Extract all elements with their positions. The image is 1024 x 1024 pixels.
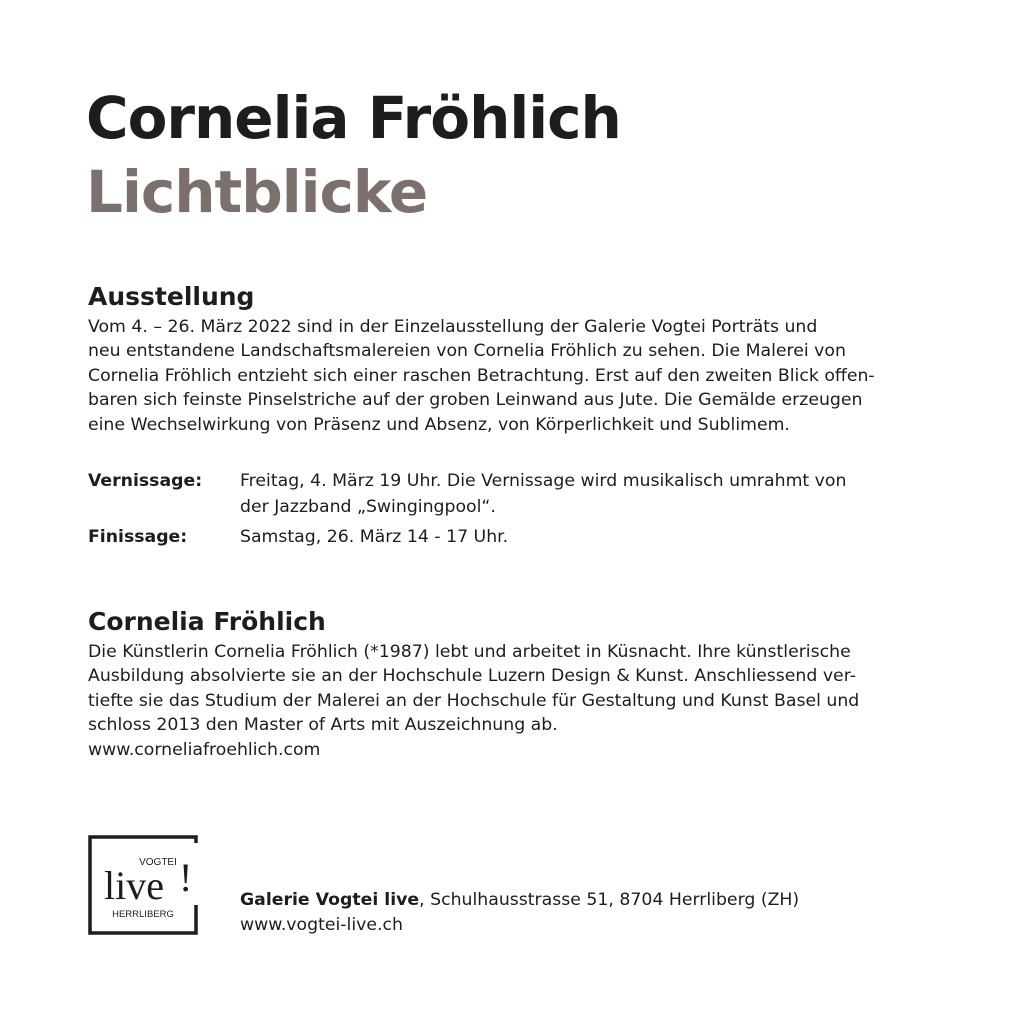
gallery-logo xyxy=(88,835,198,935)
exhibition-line: Cornelia Fröhlich entzieht sich einer raschen Betrachtung. Erst auf den zweiten Blick offen- xyxy=(88,365,875,386)
vernissage-text-cont: der Jazzband „Swingingpool“. xyxy=(240,497,496,517)
artist-bio xyxy=(88,640,948,762)
artist-bio-line: Ausbildung absolvierte sie an der Hochschule Luzern Design & Kunst. Anschliessend ver- xyxy=(88,666,856,687)
exhibition-line: Vom 4. – 26. März 2022 sind in der Einzelausstellung der Galerie Vogtei Porträts und xyxy=(88,317,818,337)
exhibition-line: baren sich feinste Pinselstriche auf der groben Leinwand aus Jute. Die Gemälde erzeugen xyxy=(88,390,863,411)
gallery-footer xyxy=(240,888,799,938)
logo-top-text: VOGTEI xyxy=(139,857,177,868)
gallery-website-link[interactable]: www.vogtei-live.ch xyxy=(240,915,403,935)
exhibition-title: Lichtblicke xyxy=(86,158,428,226)
gallery-name: Galerie Vogtei live xyxy=(240,890,420,910)
gallery-address: , Schulhausstrasse 51, 8704 Herrliberg (ZH) xyxy=(419,890,800,910)
exhibition-line: neu entstandene Landschaftsmalereien von Cornelia Fröhlich zu sehen. Die Malerei von xyxy=(88,341,846,362)
finissage-label: Finissage: xyxy=(88,527,188,547)
gallery-address-line xyxy=(240,888,799,913)
logo-exclamation: ! xyxy=(179,855,193,900)
finissage-text: Samstag, 26. März 14 - 17 Uhr. xyxy=(240,527,509,547)
logo-bottom-text: HERRLIBERG xyxy=(112,909,174,920)
artist-bio-line: tiefte sie das Studium der Malerei an der Hochschule für Gestaltung und Kunst Basel und xyxy=(88,690,860,711)
vernissage-text: Freitag, 4. März 19 Uhr. Die Vernissage wird musikalisch umrahmt von xyxy=(240,471,847,491)
artist-website-link[interactable]: www.corneliafroehlich.com xyxy=(88,739,321,760)
exhibition-heading: Ausstellung xyxy=(88,282,255,311)
vernissage-label: Vernissage: xyxy=(88,471,203,491)
exhibition-line: eine Wechselwirkung von Präsenz und Absenz, von Körperlichkeit und Sublimem. xyxy=(88,414,790,435)
exhibition-description xyxy=(88,315,948,437)
page-title: Cornelia Fröhlich xyxy=(86,84,621,152)
artist-heading: Cornelia Fröhlich xyxy=(88,607,326,636)
logo-main-text: live xyxy=(104,863,164,908)
artist-bio-line: schloss 2013 den Master of Arts mit Auszeichnung ab. xyxy=(88,715,558,736)
artist-bio-line: Die Künstlerin Cornelia Fröhlich (*1987) lebt und arbeitet in Küsnacht. Ihre künstlerische xyxy=(88,642,851,662)
